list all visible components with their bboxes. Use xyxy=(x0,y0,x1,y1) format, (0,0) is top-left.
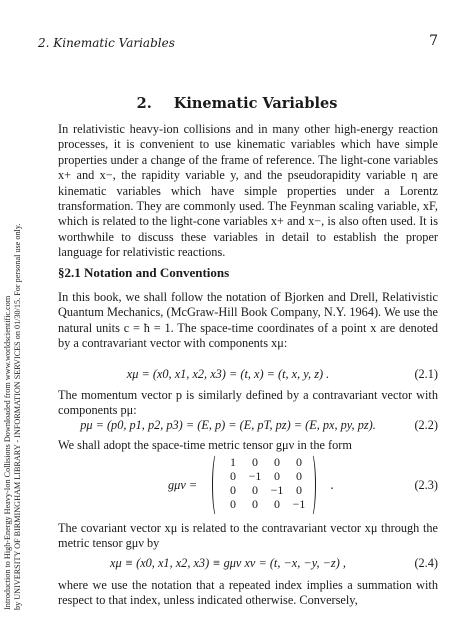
running-header: 2. Kinematic Variables xyxy=(38,36,175,50)
notation-paragraph: In this book, we shall follow the notation of Bjorken and Drell, Relativistic Quantum Mechanics, (McGraw-Hill Book Company, N.Y. 1964). We use the natural units c = ħ = 1. The space-time coordinates of a point x are denoted by a contravariant vector with components xμ: xyxy=(58,290,438,351)
equation-2-2 xyxy=(58,418,438,436)
matrix-cell: 0 xyxy=(230,483,236,497)
chapter-number: 2. xyxy=(136,95,152,112)
download-notice-line1: Introduction to High-Energy Heavy-Ion Collisions Downloaded from www.worldscientific.com xyxy=(3,295,12,610)
matrix-table xyxy=(222,455,310,511)
metric-tensor-label: gμν = xyxy=(168,478,198,492)
download-notice xyxy=(3,50,23,610)
left-parenthesis xyxy=(212,453,221,517)
matrix-cell: 0 xyxy=(252,497,258,511)
matrix-cell: 0 xyxy=(252,483,258,497)
covariant-paragraph: The covariant vector xμ is related to the contravariant vector xμ through the metric tensor gμν by xyxy=(58,521,438,551)
matrix-cell: 0 xyxy=(252,455,258,469)
matrix-cell: 0 xyxy=(230,497,236,511)
equation-2-3-period: . xyxy=(330,478,334,492)
page-number: 7 xyxy=(429,33,438,49)
right-parenthesis xyxy=(307,453,316,517)
equation-2-4-number: (2.4) xyxy=(414,556,438,570)
matrix-cell: 0 xyxy=(296,469,302,483)
matrix-cell: 0 xyxy=(274,469,280,483)
matrix-cell: −1 xyxy=(270,483,284,497)
momentum-paragraph: The momentum vector p is similarly defined by a contravariant vector with components pμ: xyxy=(58,388,438,418)
equation-2-4-expression: xμ ≡ (x0, x1, x2, x3) ≡ gμν xν = (t, −x, −y, −z) , xyxy=(110,556,346,570)
equation-2-1-expression: xμ = (x0, x1, x2, x3) = (t, x) = (t, x, y, z) . xyxy=(126,367,330,381)
matrix-cell: 0 xyxy=(296,455,302,469)
chapter-name: Kinematic Variables xyxy=(173,95,338,112)
matrix-cell: 0 xyxy=(296,483,302,497)
section-title: §2.1 Notation and Conventions xyxy=(58,265,230,280)
intro-paragraph: In relativistic heavy-ion collisions and in many other high-energy reaction processes, it is convenient to use kinematic variables which have simple properties under a change of the frame of reference. The light-cone variables x+ and x−, the rapidity variable y, and the pseudorapidity variable η are kinematic variables which have simple properties under a Lorentz transformation. They are commonly used. The Feynman scaling variable, xF, which is related to the light-cone variables x+ and x−, is also often used. It is worthwhile to discuss these variables in detail to establish the proper language for relativistic reactions. xyxy=(58,122,438,260)
matrix-cell: 0 xyxy=(274,497,280,511)
metric-tensor-matrix xyxy=(210,455,320,515)
download-notice-line2: by UNIVERSITY OF BIRMINGHAM LIBRARY - INFORMATION SERVICES on 01/30/15. For personal use only. xyxy=(13,223,22,610)
matrix-cell: −1 xyxy=(248,469,262,483)
summation-paragraph: where we use the notation that a repeated index implies a summation with respect to that index, unless indicated otherwise. Conversely, xyxy=(58,578,438,608)
matrix-cell: 0 xyxy=(274,455,280,469)
equation-2-1-number: (2.1) xyxy=(414,367,438,381)
matrix-cell: −1 xyxy=(292,497,306,511)
equation-2-2-expression: pμ = (p0, p1, p2, p3) = (E, p) = (E, pT, pz) = (E, px, py, pz). xyxy=(80,418,376,432)
equation-2-1 xyxy=(58,367,438,385)
matrix-cell: 1 xyxy=(230,455,236,469)
metric-paragraph: We shall adopt the space-time metric tensor gμν in the form xyxy=(58,438,352,452)
equation-2-3-number: (2.3) xyxy=(414,478,438,492)
matrix-cell: 0 xyxy=(230,469,236,483)
equation-2-2-number: (2.2) xyxy=(414,418,438,432)
equation-2-4 xyxy=(58,556,438,574)
chapter-title xyxy=(0,95,474,112)
